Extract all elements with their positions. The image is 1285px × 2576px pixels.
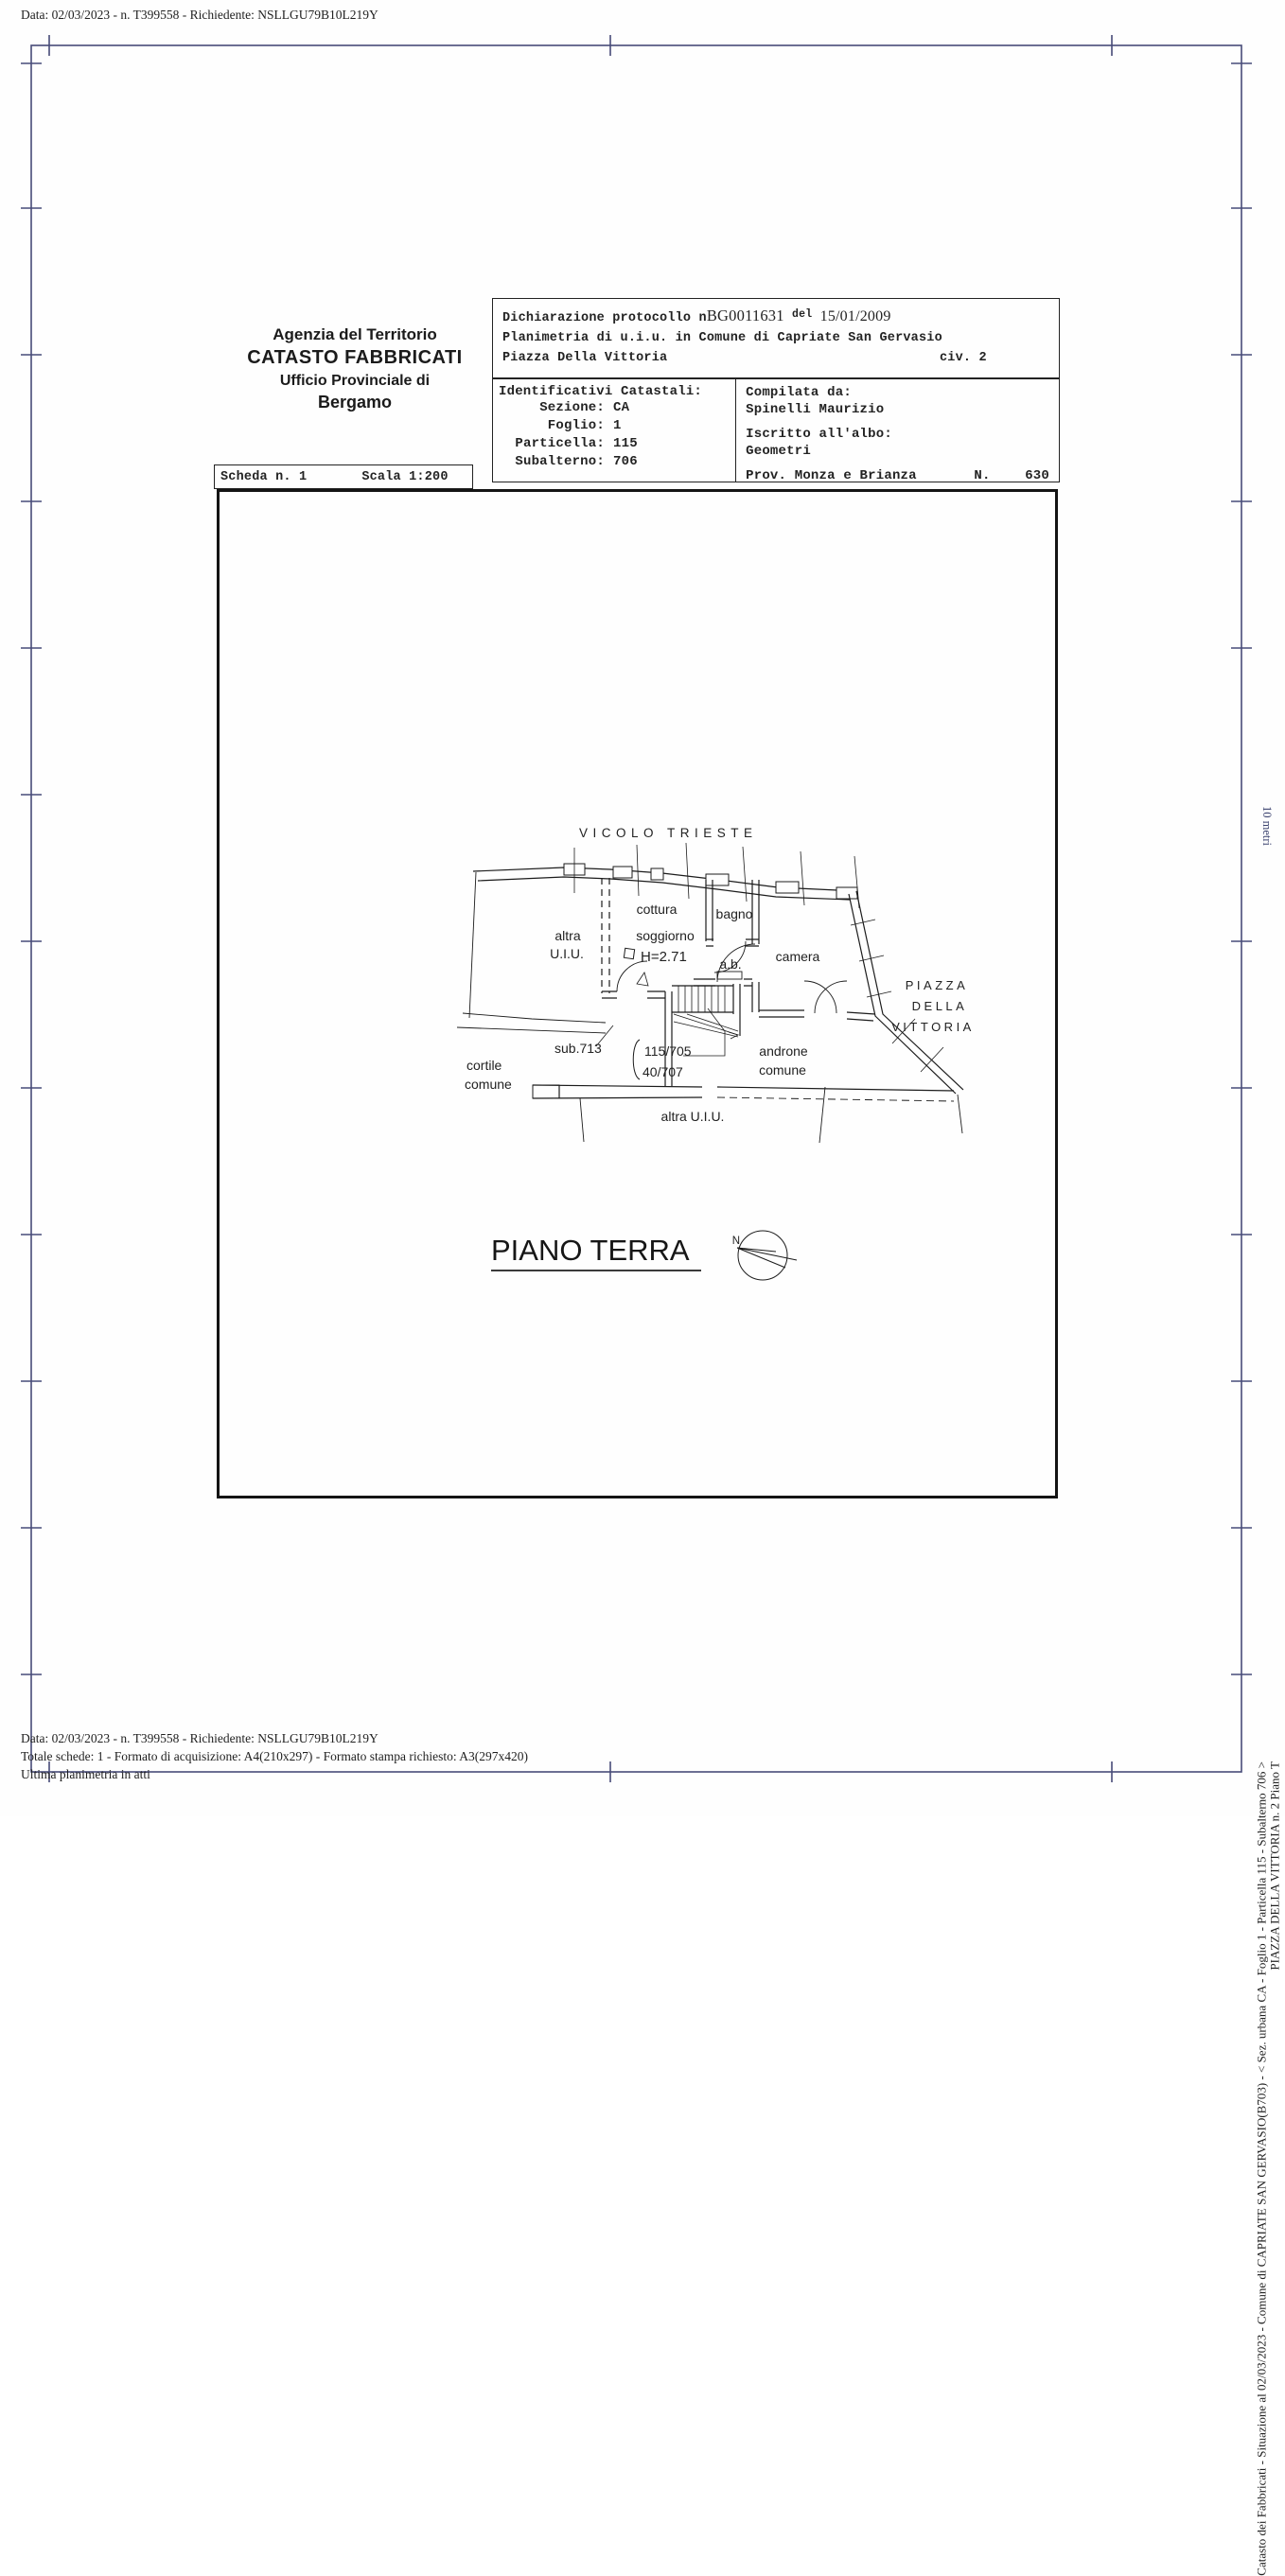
agency-city: Bergamo xyxy=(317,393,393,412)
civic-number: civ. 2 xyxy=(940,351,987,365)
identifiers-pane xyxy=(493,379,736,482)
footer-format-line: Totale schede: 1 - Formato di acquisizione: A4(210x297) - Formato stampa richiesto: A3(297x420) xyxy=(21,1749,528,1763)
room-label-bagno: bagno xyxy=(715,906,753,921)
id-value-particella: 115 xyxy=(613,436,638,451)
label-sub-713: sub.713 xyxy=(554,1041,602,1056)
header-request-line: Data: 02/03/2023 - n. T399558 - Richiedente: NSLLGU79B10L219Y xyxy=(21,8,378,22)
del-label: del xyxy=(792,308,813,321)
room-label-altra-2: U.I.U. xyxy=(550,946,584,961)
compiler-albo: Geometri xyxy=(746,444,811,459)
street-label-vicolo-trieste: VICOLO TRIESTE xyxy=(579,826,758,840)
agency-office: Ufficio Provinciale di xyxy=(279,373,431,389)
room-label-ab: a.b. xyxy=(719,956,742,972)
sheet-strip xyxy=(214,464,473,489)
compass-north-label: N xyxy=(731,1235,740,1247)
id-label-subalterno: Subalterno: xyxy=(515,454,605,469)
piazza-label-2: DELLA xyxy=(911,999,968,1013)
room-label-cottura: cottura xyxy=(636,902,678,917)
margin-text-address: PIAZZA DELLA VITTORIA n. 2 Piano T xyxy=(1268,1761,1282,1971)
label-altra-uiu-bottom: altra U.I.U. xyxy=(660,1109,725,1124)
id-label-sezione: Sezione: xyxy=(539,400,605,415)
footer-last-plan-line: Ultima planimetria in atti xyxy=(21,1767,150,1781)
drawing-frame xyxy=(217,489,1058,1498)
room-label-soggiorno: soggiorno xyxy=(636,928,695,943)
room-height-label: H=2.71 xyxy=(641,949,687,965)
piazza-label-1: PIAZZA xyxy=(905,978,969,992)
id-label-particella: Particella: xyxy=(515,436,605,451)
sheet-scale: Scala 1:200 xyxy=(361,469,449,484)
sheet-number: Scheda n. 1 xyxy=(220,469,308,484)
scale-note-vertical: 10 metri xyxy=(1260,806,1274,847)
compiler-n-label: N. xyxy=(974,468,991,483)
protocol-number: BG0011631 xyxy=(706,307,784,324)
identifiers-compiler-box xyxy=(492,378,1060,482)
label-particella-40-707: 40/707 xyxy=(642,1064,683,1079)
label-androne-1: androne xyxy=(759,1043,808,1059)
room-label-camera: camera xyxy=(775,949,820,964)
compiler-albo-label: Iscritto all'albo: xyxy=(746,427,892,442)
room-label-altra-1: altra xyxy=(554,928,581,943)
compiler-title: Compilata da: xyxy=(746,385,852,400)
compiler-number: 630 xyxy=(1025,468,1049,483)
declaration-label: Dichiarazione protocollo n xyxy=(502,311,707,325)
agency-catasto: CATASTO FABBRICATI xyxy=(247,347,463,368)
id-label-foglio: Foglio: xyxy=(547,418,605,433)
label-androne-2: comune xyxy=(759,1062,806,1078)
identifiers-title: Identificativi Catastali: xyxy=(499,384,703,399)
planimetria-line: Planimetria di u.i.u. in Comune di Capriate San Gervasio xyxy=(502,331,942,345)
label-cortile-1: cortile xyxy=(466,1058,502,1073)
agency-name: Agenzia del Territorio xyxy=(273,325,437,343)
id-value-sezione: CA xyxy=(613,400,630,415)
id-value-foglio: 1 xyxy=(613,418,622,433)
label-particella-115-705: 115/705 xyxy=(644,1043,692,1059)
compiler-pane xyxy=(736,379,1059,482)
compiler-prov: Prov. Monza e Brianza xyxy=(746,468,917,483)
margin-text-catasto: Catasto dei Fabbricati - Situazione al 02/03/2023 - Comune di CAPRIATE SAN GERVASIO(B703) - < Sez. urbana CA - Foglio 1 - Particella 115 - Subalterno 706 > xyxy=(1255,1761,1269,2576)
street-address: Piazza Della Vittoria xyxy=(502,351,668,365)
footer-request-line: Data: 02/03/2023 - n. T399558 - Richiedente: NSLLGU79B10L219Y xyxy=(21,1731,378,1745)
declaration-box xyxy=(492,298,1060,378)
piazza-label-3: VITTORIA xyxy=(891,1020,975,1034)
compiler-name: Spinelli Maurizio xyxy=(746,402,885,417)
id-value-subalterno: 706 xyxy=(613,454,638,469)
label-cortile-2: comune xyxy=(465,1077,512,1092)
floor-title: PIANO TERRA xyxy=(491,1234,701,1271)
protocol-date: 15/01/2009 xyxy=(819,308,891,324)
agency-heading xyxy=(216,325,494,412)
